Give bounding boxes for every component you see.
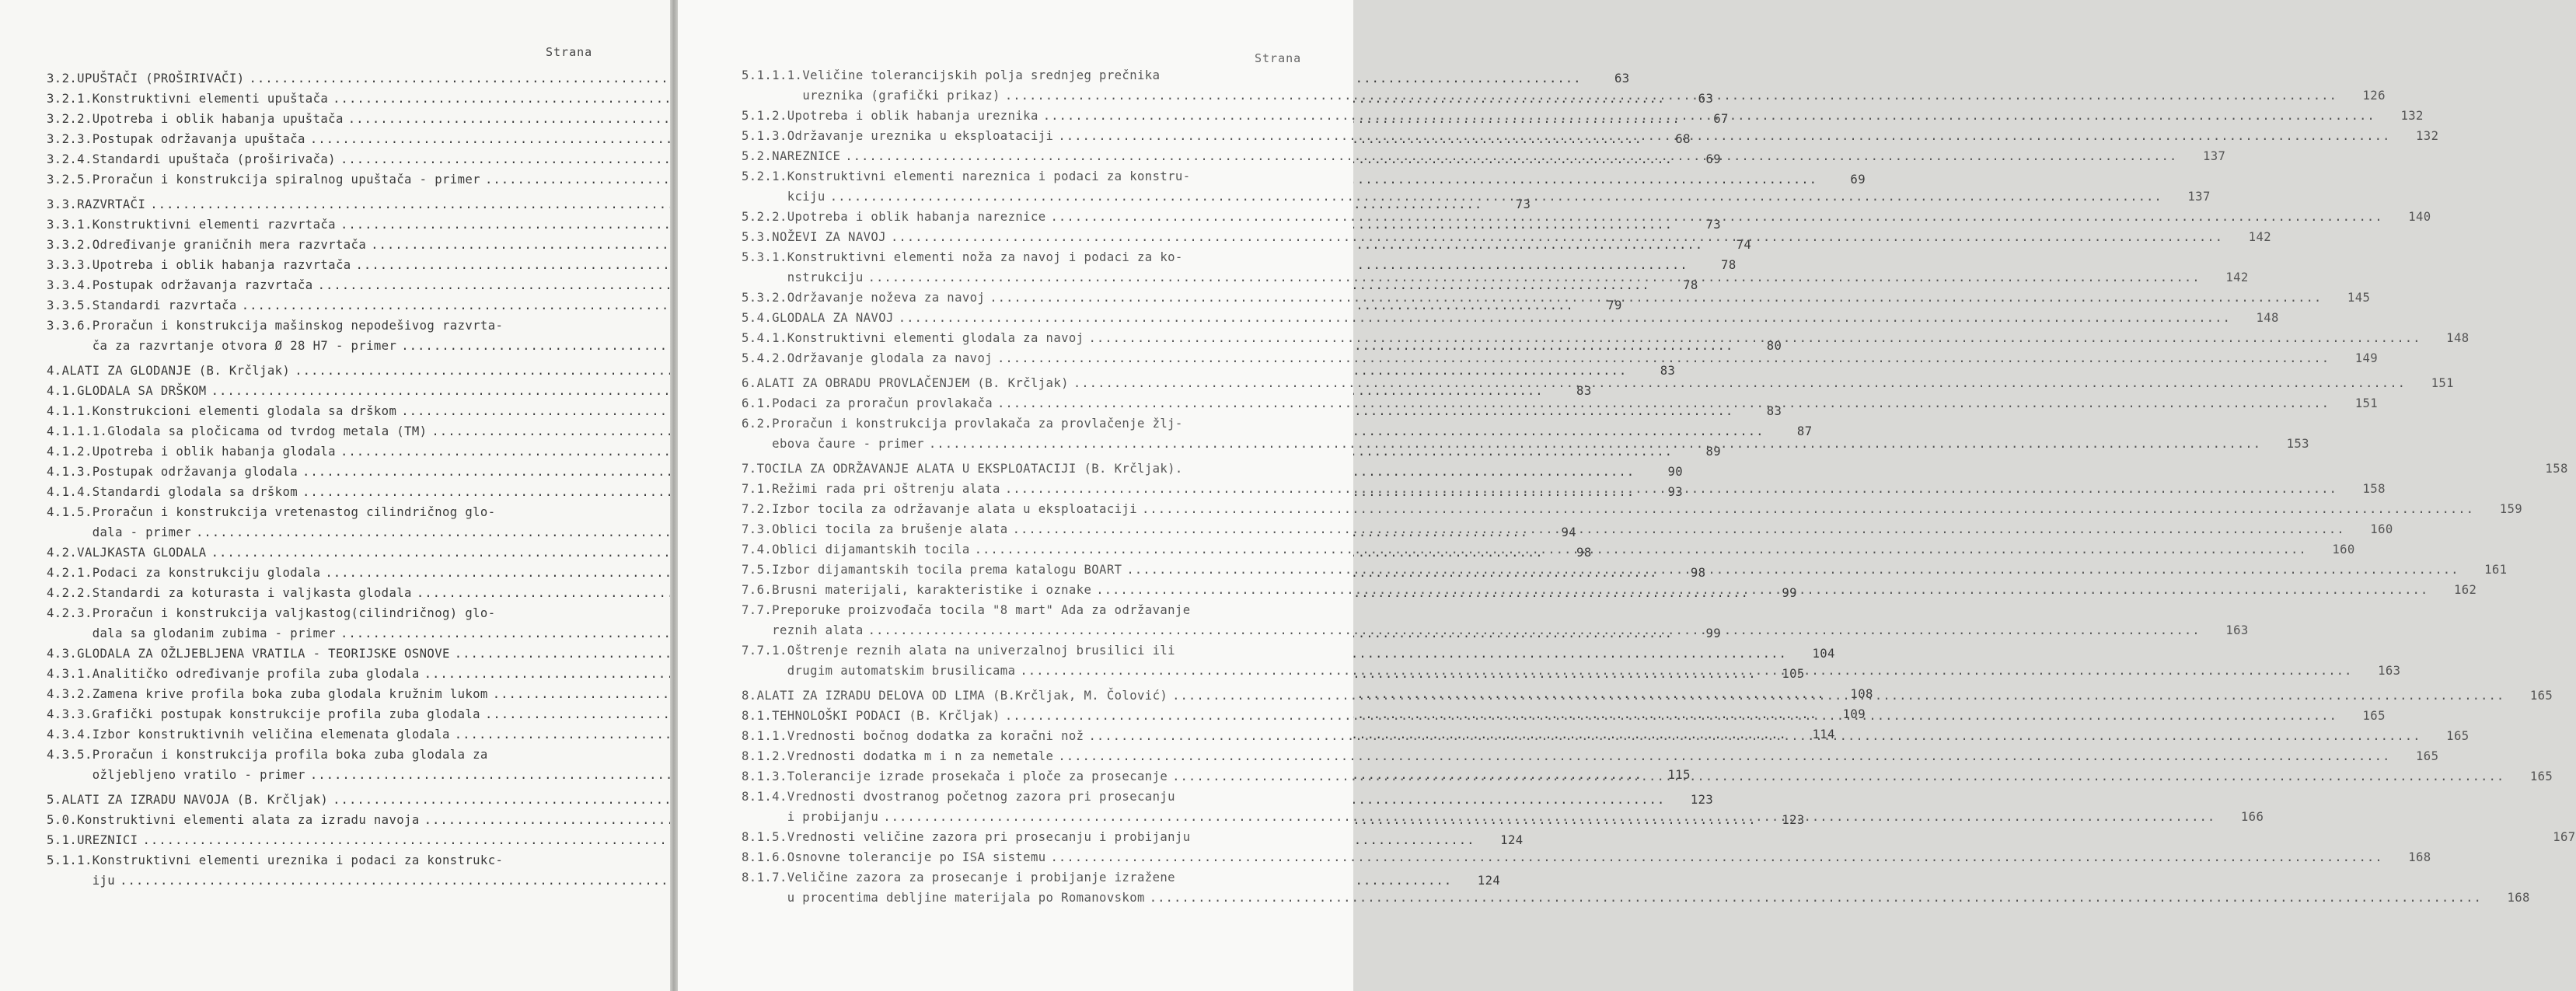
book-gutter — [670, 0, 678, 991]
toc-entry-title: dala sa glodanim zubima - primer — [92, 626, 336, 640]
toc-dot-leader — [1126, 560, 2459, 580]
toc-entry-title: Proračun i konstrukcija spiralnog upuštača - primer — [92, 173, 480, 187]
toc-entry-title: Proračun i konstrukcija profila boka zuba glodala za — [92, 748, 488, 762]
toc-entry-title: Upotreba i oblik habanja ureznika — [787, 109, 1038, 123]
toc-dot-leader — [1043, 106, 2375, 126]
toc-page-number: 153 — [2286, 437, 2309, 451]
toc-entry-number: 7.5. — [742, 563, 773, 577]
toc-page-number: 140 — [2408, 210, 2431, 224]
toc-page-number: 165 — [2446, 729, 2470, 743]
toc-entry-title: Konstruktivni elementi alata za izradu navoja — [77, 813, 420, 827]
toc-entry-number: 8.1.2. — [742, 749, 787, 763]
toc-page-number: 124 — [1477, 874, 1501, 888]
toc-entry-number: 3.3.3. — [47, 258, 92, 272]
toc-entry-number: 8.1.6. — [742, 850, 787, 864]
toc-dot-leader — [1005, 85, 2337, 106]
toc-dot-leader — [1058, 126, 2390, 146]
toc-page-number: 165 — [2529, 769, 2553, 783]
toc-entry-title: Konstruktivni elementi nareznica i podaci za konstru- — [787, 169, 1191, 183]
toc-entry-title: Glodala sa pločicama od tvrdog metala (TM) — [107, 424, 428, 438]
toc-entry — [742, 247, 1301, 267]
toc-entry-title: Oblici dijamantskih tocila — [772, 543, 970, 557]
toc-entry-title: Proračun i konstrukcija valjkastog(cilindričnog) glo- — [92, 606, 496, 620]
toc-dot-leader — [929, 434, 2261, 454]
toc-entry-title: Veličine tolerancijskih polja srednjeg prečnika — [802, 68, 1161, 82]
toc-entry-number: 5.1. — [47, 833, 78, 847]
toc-entry-title: GLODALA ZA NAVOJ — [772, 311, 894, 325]
toc-entry-number: 4.3.2. — [47, 687, 92, 701]
toc-entry-title: ALATI ZA OBRADU PROVLAČENJEM (B. Krčljak) — [756, 376, 1069, 390]
strana-label-right: Strana — [1255, 51, 1302, 65]
toc-entry-number: 5.2. — [742, 149, 773, 163]
toc-entry-title: Osnovne tolerancije po ISA sistemu — [787, 850, 1046, 864]
toc-entry-number: 4.1.1.1. — [47, 424, 108, 438]
toc-page-number: 115 — [1667, 768, 1691, 782]
toc-page-number: 87 — [1796, 424, 1813, 438]
toc-page-number: 73 — [1515, 197, 1531, 211]
toc-entry-title: Upotreba i oblik habanja razvrtača — [92, 258, 351, 272]
toc-page-number: 162 — [2453, 583, 2477, 597]
toc-page-number: 105 — [1782, 667, 1805, 681]
toc-entry-number: 8.1.3. — [742, 769, 787, 783]
toc-entry-title: Proračun i konstrukcija provlakača za provlačenje žlj- — [772, 417, 1183, 431]
toc-entry-title: Izbor konstruktivnih veličina elemenata glodala — [92, 728, 450, 742]
toc-dot-leader — [997, 393, 2330, 413]
toc-entry-title: Vrednosti dvostranog početnog zazora pri prosecanju — [787, 790, 1175, 804]
toc-entry-number: 5.4. — [742, 311, 773, 325]
toc-entry-title: Tolerancije izrade prosekača i ploče za prosecanje — [787, 769, 1168, 783]
toc-entry-number: 3.3.6. — [47, 319, 92, 333]
toc-dot-leader — [1142, 499, 2474, 519]
toc-dot-leader — [1005, 706, 2337, 726]
toc-entry-title: i probijanju — [787, 810, 879, 824]
toc-entry-title: TOCILA ZA ODRŽAVANJE ALATA U EKSPLOATACIJI (B. Krčljak). — [756, 462, 1183, 476]
toc-entry-number: 5.4.2. — [742, 351, 787, 365]
toc-entry-title: drugim automatskim brusilicama — [787, 664, 1016, 678]
toc-page-number: 78 — [1721, 258, 1737, 272]
toc-entry-title: Konstruktivni elementi noža za navoj i podaci za ko- — [787, 250, 1183, 264]
toc-entry-number: 3.3.1. — [47, 218, 92, 232]
toc-entry — [742, 348, 2379, 368]
toc-page-number: 132 — [2400, 109, 2424, 123]
toc-page-number: 142 — [2248, 230, 2272, 244]
toc-entry-title: Postupak održavanja glodala — [92, 465, 298, 479]
toc-entry — [742, 600, 1301, 620]
toc-entry — [742, 413, 1301, 434]
toc-entry-number: 4.3.1. — [47, 667, 92, 681]
toc-page-number: 83 — [1766, 404, 1782, 418]
toc-entry-title: Veličine zazora za prosecanje i probijanje izražene — [787, 871, 1175, 885]
toc-entry-number: 5.4.1. — [742, 331, 787, 345]
toc-dot-leader — [1058, 746, 2390, 766]
toc-entry-number: 7.4. — [742, 543, 773, 557]
toc-page-number: 68 — [1675, 132, 1691, 146]
toc-entry-number: 4.2. — [47, 546, 78, 560]
toc-entry-title: UPUŠTAČI (PROŠIRIVAČI) — [77, 72, 245, 85]
toc-page-number: 79 — [1607, 298, 1622, 312]
toc-page-number: 167 — [2553, 830, 2576, 844]
toc-entry-title: GLODALA ZA OŽLJEBLJENA VRATILA - TEORIJSKE OSNOVE — [77, 647, 450, 661]
toc-entry-title: Proračun i konstrukcija mašinskog nepodešivog razvrta- — [92, 319, 504, 333]
toc-entry-number: 4.1.5. — [47, 505, 92, 519]
toc-entry-title: iju — [92, 874, 116, 888]
toc-entry-number: 4.2.3. — [47, 606, 92, 620]
toc-page-number: 123 — [1782, 813, 1805, 827]
toc-entry — [742, 166, 1301, 187]
toc-entry-title: ureznika (grafički prikaz) — [802, 89, 1000, 103]
toc-page-number: 159 — [2499, 502, 2523, 516]
toc-entry-title: ča za razvrtanje otvora Ø 28 H7 - primer — [92, 339, 397, 353]
toc-entry-number: 3.3.2. — [47, 238, 92, 252]
toc-entry-title: Konstruktivni elementi glodala za navoj — [787, 331, 1084, 345]
toc-page-number: 69 — [1850, 173, 1866, 187]
toc-entry-number: 7.6. — [742, 583, 773, 597]
toc-entry-number: 8.1.4. — [742, 790, 787, 804]
toc-entry-title: Konstruktivni elementi razvrtača — [92, 218, 336, 232]
toc-page-number: 69 — [1705, 152, 1722, 166]
toc-page-number: 98 — [1690, 566, 1706, 580]
toc-page-number: 148 — [2446, 331, 2470, 345]
toc-entry-title: TEHNOLOŠKI PODACI (B. Krčljak) — [772, 709, 1000, 723]
toc-page-number: 124 — [1500, 833, 1524, 847]
toc-entry-number: 3.2.3. — [47, 132, 92, 146]
toc-page-number: 168 — [2408, 850, 2431, 864]
toc-page-number: 158 — [2545, 462, 2568, 476]
toc-entry-title: Konstruktivni elementi upuštača — [92, 92, 329, 106]
toc-dot-leader — [1088, 726, 2421, 746]
toc-entry-title: UREZNICI — [77, 833, 138, 847]
toc-entry-title: dala - primer — [92, 525, 191, 539]
toc-dot-leader — [1013, 519, 2345, 539]
toc-entry-number: 5.2.1. — [742, 169, 787, 183]
toc-page-number: 126 — [2362, 89, 2386, 103]
toc-entry — [47, 361, 1676, 381]
toc-entry-number: 7.1. — [742, 482, 773, 496]
toc-dot-leader — [990, 288, 2322, 308]
toc-page-number: 161 — [2484, 563, 2508, 577]
toc-entry-number: 4.2.1. — [47, 566, 92, 580]
toc-entry-title: ALATI ZA IZRADU DELOVA OD LIMA (B.Krčljak, M. Čolović) — [756, 689, 1168, 703]
toc-entry-title: Standardi razvrtača — [92, 298, 237, 312]
toc-entry-number: 4.1.4. — [47, 485, 92, 499]
toc-entry-title: Upotreba i oblik habanja nareznice — [787, 210, 1046, 224]
toc-entry-number: 4.3.3. — [47, 707, 92, 721]
toc-entry-title: Standardi upuštača (proširivača) — [92, 152, 336, 166]
toc-page-number: 137 — [2187, 190, 2211, 204]
toc-entry-title: Konstrukcioni elementi glodala sa drškom — [92, 404, 397, 418]
toc-page-number: 165 — [2529, 689, 2553, 703]
toc-entry-number: 4.3.5. — [47, 748, 92, 762]
toc-page-number: 142 — [2225, 270, 2249, 284]
toc-page-number: 114 — [1812, 728, 1835, 742]
toc-entry-number: 7. — [742, 462, 757, 476]
toc-dot-leader — [899, 308, 2231, 328]
toc-entry-title: Oštrenje reznih alata na univerzalnoj brusilici ili — [787, 644, 1175, 658]
toc-entry-title: ALATI ZA IZRADU NAVOJA (B. Krčljak) — [61, 793, 329, 807]
toc-dot-leader — [1005, 479, 2337, 499]
toc-entry-number: 4.2.2. — [47, 586, 92, 600]
toc-entry-number: 8.1.1. — [742, 729, 787, 743]
toc-entry-title: Standardi glodala sa drškom — [92, 485, 298, 499]
toc-entry-title: Izbor tocila za održavanje alata u eksploataciji — [772, 502, 1137, 516]
toc-entry-number: 5.3.2. — [742, 291, 787, 305]
toc-page-number: 168 — [2507, 891, 2530, 905]
toc-entry-title: RAZVRTAČI — [77, 197, 146, 211]
toc-entry-number: 8.1.5. — [742, 830, 787, 844]
toc-page-number: 89 — [1705, 445, 1722, 459]
toc-dot-leader — [1172, 766, 2504, 787]
toc-page-number: 93 — [1667, 485, 1684, 499]
toc-dot-leader — [1172, 686, 2504, 706]
toc-page-number: 63 — [1614, 72, 1630, 85]
toc-dot-leader — [868, 267, 2201, 288]
toc-dot-leader — [1051, 207, 2383, 227]
toc-page-number: 160 — [2332, 543, 2355, 557]
toc-page-number: 108 — [1850, 687, 1873, 701]
toc-page-number: 94 — [1561, 525, 1577, 539]
toc-entry-title: u procentima debljine materijala po Romanovskom — [787, 891, 1145, 905]
toc-entry-title: nstrukciju — [787, 270, 864, 284]
toc-page-number: 149 — [2354, 351, 2379, 365]
toc-entry-number: 4.1. — [47, 384, 78, 398]
toc-page-number: 83 — [1576, 384, 1592, 398]
toc-page-number: 151 — [2431, 376, 2454, 390]
toc-dot-leader — [1088, 328, 2421, 348]
toc-entry — [742, 499, 2523, 519]
toc-page-number: 109 — [1842, 707, 1866, 721]
toc-page-number: 99 — [1782, 586, 1797, 600]
toc-entry-title: Grafički postupak konstrukcije profila zuba glodala — [92, 707, 480, 721]
toc-entry-title: Konstruktivni elementi ureznika i podaci za konstrukc- — [92, 853, 504, 867]
toc-entry-number: 6. — [742, 376, 757, 390]
toc-dot-leader — [883, 807, 2215, 827]
toc-dot-leader — [975, 539, 2307, 560]
toc-page-number: 104 — [1812, 647, 1835, 661]
toc-entry-title: ožljebljeno vratilo - primer — [92, 768, 305, 782]
toc-page-number: 160 — [2370, 522, 2393, 536]
toc-dot-leader — [1096, 580, 2428, 600]
toc-entry-title: Postupak održavanja upuštača — [92, 132, 305, 146]
toc-entry-number: 7.2. — [742, 502, 773, 516]
toc-entry-number: 3.2.4. — [47, 152, 92, 166]
toc-entry — [742, 847, 2431, 867]
toc-entry-title: Podaci za proračun provlakača — [772, 396, 993, 410]
toc-page-number: 163 — [2225, 623, 2249, 637]
toc-entry-number: 5. — [47, 793, 62, 807]
toc-entry-number: 4.3.4. — [47, 728, 92, 742]
toc-entry-number: 4.1.2. — [47, 445, 92, 459]
toc-entry-number: 3.3. — [47, 197, 78, 211]
toc-entry-title: reznih alata — [772, 623, 864, 637]
toc-entry-number: 5.1.3. — [742, 129, 787, 143]
toc-entry-title: GLODALA SA DRŠKOM — [77, 384, 207, 398]
toc-entry-number: 3.2. — [47, 72, 78, 85]
toc-entry-title: ALATI ZA GLODANJE (B. Krčljak) — [61, 364, 291, 378]
toc-entry-number: 8.1. — [742, 709, 773, 723]
toc-entry-number: 5.1.1.1. — [742, 68, 803, 82]
toc-page-number: 78 — [1683, 278, 1698, 292]
toc-page-number: 83 — [1660, 364, 1676, 378]
toc-page-number: 80 — [1766, 339, 1782, 353]
toc-entry — [47, 502, 599, 522]
toc-entry-number: 6.1. — [742, 396, 773, 410]
toc-entry-title: Određivanje graničnih mera razvrtača — [92, 238, 367, 252]
toc-entry-number: 3.2.1. — [47, 92, 92, 106]
toc-entry-title: Upotreba i oblik habanja glodala — [92, 445, 336, 459]
toc-entry — [742, 867, 1301, 888]
toc-entry — [47, 603, 599, 623]
toc-page-number: 63 — [1698, 92, 1714, 106]
toc-page-number: 73 — [1705, 218, 1722, 232]
toc-entry-number: 6.2. — [742, 417, 773, 431]
toc-page-number: 148 — [2256, 311, 2279, 325]
toc-page-number: 74 — [1736, 238, 1752, 252]
toc-page-number: 137 — [2202, 149, 2226, 163]
strana-label-left: Strana — [546, 45, 593, 59]
toc-entry-title: Standardi za koturasta i valjkasta glodala — [92, 586, 412, 600]
toc-entry-title: Zamena krive profila boka zuba glodala kružnim lukom — [92, 687, 488, 701]
toc-dot-leader — [868, 620, 2201, 640]
toc-entry-number: 5.2.2. — [742, 210, 787, 224]
toc-entry-number: 8.1.7. — [742, 871, 787, 885]
toc-entry-title: Vrednosti dodatka m i n za nemetale — [787, 749, 1054, 763]
toc-entry-number: 5.1.1. — [47, 853, 92, 867]
toc-page-number: 99 — [1705, 626, 1722, 640]
toc-entry-title: ebova čaure - primer — [772, 437, 924, 451]
toc-dot-leader — [891, 227, 2223, 247]
toc-entry-number: 4.1.1. — [47, 404, 92, 418]
toc-page-number: 163 — [2378, 664, 2401, 678]
toc-entry-number: 5.1.2. — [742, 109, 787, 123]
toc-entry-title: Vrednosti veličine zazora pri prosecanju i probijanju — [787, 830, 1191, 844]
toc-entry-number: 4.1.3. — [47, 465, 92, 479]
toc-page-number: 123 — [1690, 793, 1714, 807]
toc-page-number: 132 — [2416, 129, 2439, 143]
toc-dot-leader — [1073, 373, 2406, 393]
toc-dot-leader — [1051, 847, 2383, 867]
toc-dot-leader — [1150, 888, 2482, 908]
toc-entry-title: Izbor dijamantskih tocila prema katalogu BOART — [772, 563, 1122, 577]
toc-entry — [742, 65, 1301, 85]
toc-entry-number: 3.2.5. — [47, 173, 92, 187]
toc-entry-title: Upotreba i oblik habanja upuštača — [92, 112, 344, 126]
toc-entry — [742, 888, 2530, 908]
toc-entry-title: VALJKASTA GLODALA — [77, 546, 207, 560]
toc-entry-title: Podaci za konstrukciju glodala — [92, 566, 321, 580]
toc-entry-title: NAREZNICE — [772, 149, 841, 163]
toc-entry-title: Analitičko određivanje profila zuba glodala — [92, 667, 420, 681]
toc-entry — [742, 746, 2439, 766]
toc-entry — [742, 787, 1301, 807]
toc-page-number: 145 — [2347, 291, 2371, 305]
toc-entry-title: Oblici tocila za brušenje alata — [772, 522, 1008, 536]
toc-entry-number: 4.3. — [47, 647, 78, 661]
toc-entry-title: kciju — [787, 190, 826, 204]
toc-entry — [47, 745, 599, 765]
toc-entry — [742, 308, 2279, 328]
toc-entry-title: Režimi rada pri oštrenju alata — [772, 482, 1000, 496]
toc-entry-title: Postupak održavanja razvrtača — [92, 278, 313, 292]
toc-entry-number: 5.3. — [742, 230, 773, 244]
toc-page-number: 67 — [1713, 112, 1729, 126]
toc-entry-title: Proračun i konstrukcija vretenastog cilindričnog glo- — [92, 505, 496, 519]
toc-dot-leader — [845, 146, 2177, 166]
toc-entry-title: NOŽEVI ZA NAVOJ — [772, 230, 886, 244]
toc-page-number: 90 — [1667, 465, 1684, 479]
toc-entry-number: 7.7. — [742, 603, 773, 617]
toc-entry-number: 7.7.1. — [742, 644, 787, 658]
toc-page-number: 165 — [2416, 749, 2439, 763]
toc-entry-number: 3.3.4. — [47, 278, 92, 292]
toc-dot-leader — [997, 348, 2330, 368]
toc-dot-leader — [1020, 661, 2352, 681]
toc-entry-number: 7.3. — [742, 522, 773, 536]
toc-entry-number: 4. — [47, 364, 62, 378]
toc-entry-number: 3.3.5. — [47, 298, 92, 312]
toc-entry-title: Preporuke proizvođača tocila "8 mart" Ada za održavanje — [772, 603, 1191, 617]
toc-entry — [47, 316, 599, 336]
toc-dot-leader — [830, 187, 2162, 207]
toc-entry-title: Održavanje glodala za navoj — [787, 351, 993, 365]
toc-page-number: 98 — [1576, 546, 1592, 560]
toc-entry-number: 5.0. — [47, 813, 78, 827]
toc-page-number: 166 — [2240, 810, 2264, 824]
toc-page-number: 151 — [2354, 396, 2379, 410]
toc-entry-number: 5.3.1. — [742, 250, 787, 264]
toc-entry — [47, 850, 599, 871]
toc-entry-title: Održavanje noževa za navoj — [787, 291, 986, 305]
toc-entry-number: 3.2.2. — [47, 112, 92, 126]
toc-entry-title: Održavanje ureznika u eksploataciji — [787, 129, 1054, 143]
toc-page-number: 158 — [2362, 482, 2386, 496]
toc-entry — [742, 640, 1301, 661]
toc-entry-title: Brusni materijali, karakteristike i oznake — [772, 583, 1092, 597]
toc-entry-number: 8. — [742, 689, 757, 703]
toc-entry-title: Vrednosti bočnog dodatka za koračni nož — [787, 729, 1084, 743]
toc-page-number: 165 — [2362, 709, 2386, 723]
